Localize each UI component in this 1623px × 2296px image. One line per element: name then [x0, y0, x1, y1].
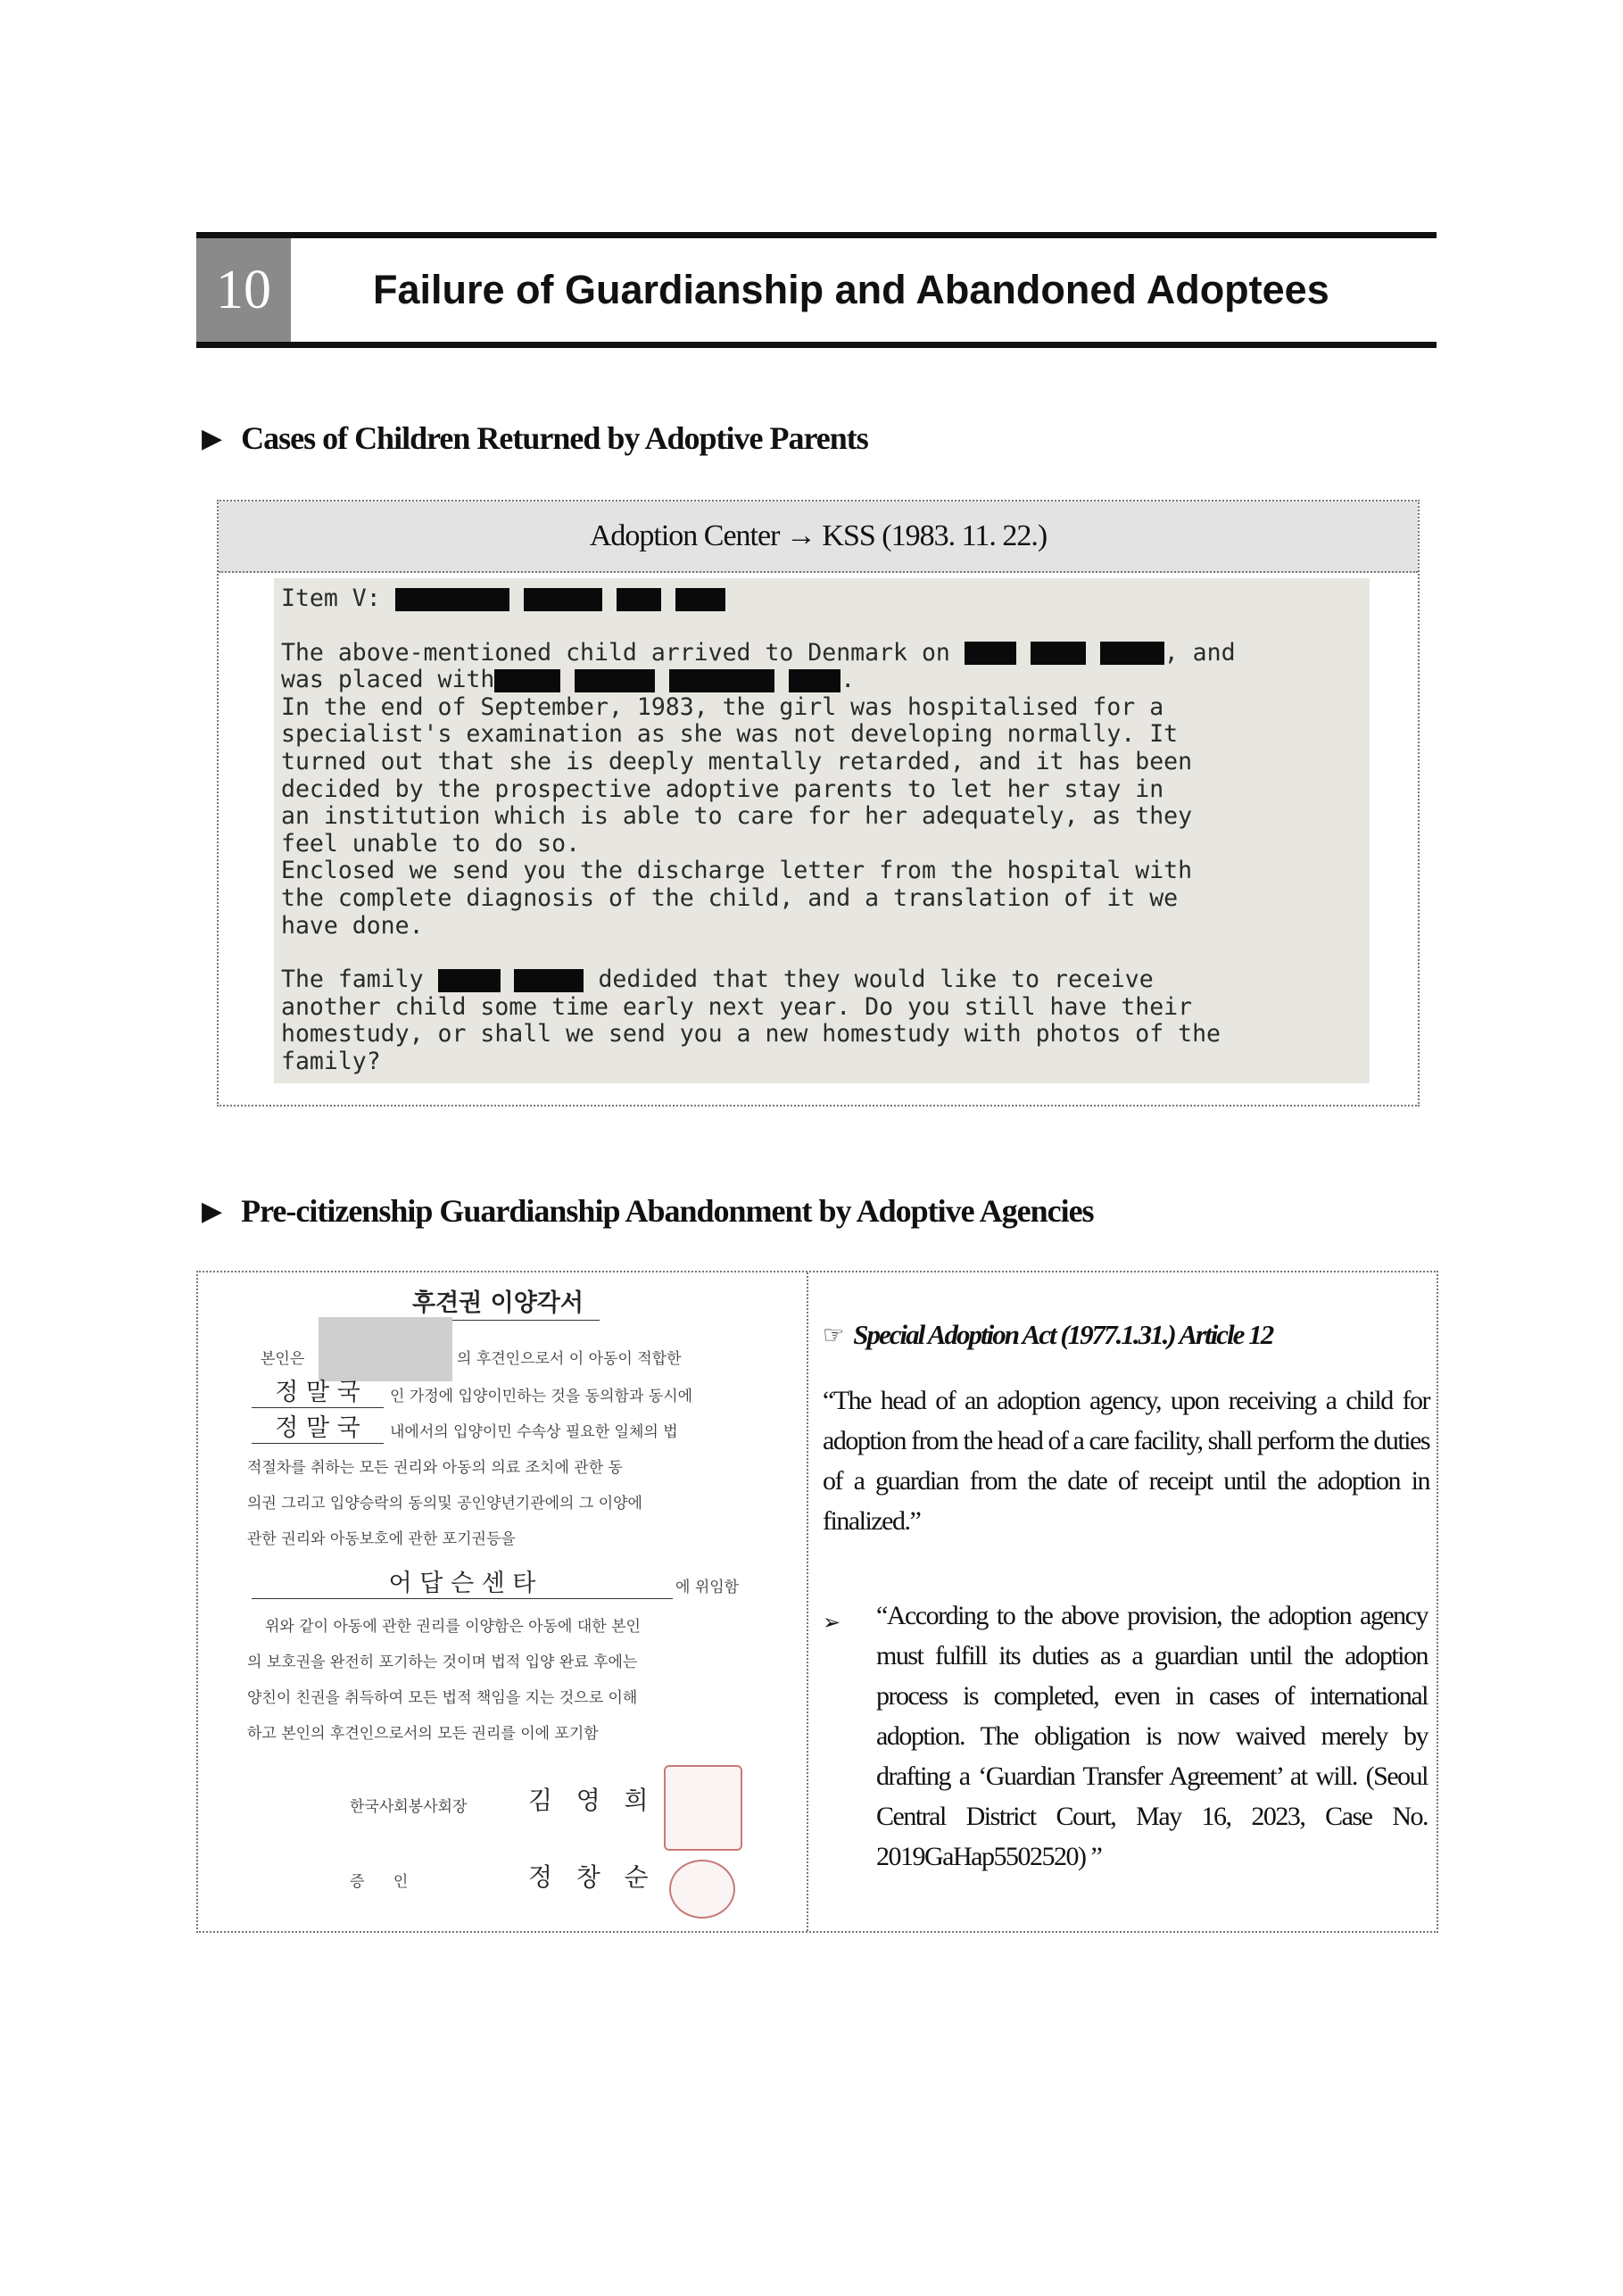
korean-doc-line: 에 위임함	[675, 1579, 740, 1596]
korean-doc-line: 적절차를 취하는 모든 권리와 아동의 의료 조치에 관한 동	[247, 1459, 623, 1477]
letter-line: The family dedided that they would like to receive	[281, 966, 1154, 994]
section-heading-guardianship-abandonment	[202, 1192, 1094, 1230]
letter-line: an institution which is able to care for her adequately, as they	[281, 802, 1193, 831]
korean-doc-line: 인 가정에 입양이민하는 것을 동의함과 동시에	[390, 1388, 693, 1405]
korean-doc-line: 양친이 친권을 취득하여 모든 법적 책임을 지는 것으로 이해	[247, 1689, 638, 1707]
section-heading-text: Cases of Children Returned by Adoptive Parents	[241, 420, 868, 456]
korean-doc-title: 후견권 이양각서	[396, 1283, 600, 1321]
country-field: 정 말 국	[252, 1408, 384, 1444]
court-ruling-note: “According to the above provision, the adoption agency must fulfill its duties as a guardian until the adoption process is completed, even in cases of international adoption. The obligation is now waived merely by drafting a ‘Guardian Transfer Agreement’ at will. (Seoul Central District Court, May 16, 2023, Case No. 2019GaHap5502520) ”	[876, 1601, 1428, 1871]
witness-seal-stamp	[669, 1860, 735, 1919]
korean-doc-line: 위와 같이 아동에 관한 권리를 이양함은 아동에 대한 본인	[265, 1618, 641, 1636]
korean-doc-line: 의 보호권을 완전히 포기하는 것이며 법적 입양 완료 후에는	[247, 1654, 638, 1671]
signatory-role: 한국사회봉사회장	[350, 1798, 468, 1816]
guardianship-transfer-document	[198, 1272, 808, 1931]
play-triangle-icon: ▶	[202, 1195, 222, 1227]
letter-caption: Adoption Center → KSS (1983. 11. 22.)	[219, 501, 1418, 573]
letter-line: decided by the prospective adoptive parents to let her stay in	[281, 775, 1164, 803]
agency-field: 어 답 슨 센 타	[252, 1563, 673, 1599]
section-heading-text: Pre-citizenship Guardianship Abandonment by Adoptive Agencies	[241, 1193, 1094, 1229]
arrow-bullet-icon: ➢	[823, 1610, 841, 1635]
play-triangle-icon: ▶	[202, 422, 222, 454]
witness-name: 정 창 순	[528, 1862, 649, 1892]
korean-doc-line: 의 후견인으로서 이 아동이 적합한	[457, 1350, 682, 1368]
letter-line: feel unable to do so.	[281, 829, 581, 858]
pointing-hand-icon: ☞	[823, 1321, 843, 1349]
section-heading-returned-children	[202, 419, 868, 457]
korean-doc-line: 하고 본인의 후견인으로서의 모든 권리를 이에 포기함	[247, 1725, 599, 1743]
chapter-title: Failure of Guardianship and Abandoned Adoptees	[373, 267, 1329, 312]
letter-line: have done.	[281, 911, 424, 940]
letter-line: turned out that she is deeply mentally retarded, and it has been	[281, 747, 1193, 775]
letter-line: family?	[281, 1047, 381, 1075]
witness-role: 증 인	[350, 1873, 409, 1891]
letter-line: In the end of September, 1983, the girl was hospitalised for a	[281, 692, 1164, 721]
act-reference-text: Special Adoption Act (1977.1.31.) Article 12	[853, 1319, 1273, 1350]
korean-doc-line: 의권 그리고 입양승락의 동의및 공인양년기관에의 그 이양에	[247, 1495, 642, 1513]
letter-line: was placed with .	[281, 666, 856, 694]
letter-line: homestudy, or shall we send you a new homestudy with photos of the	[281, 1020, 1221, 1049]
act-reference	[823, 1319, 1272, 1351]
letter-line: Item V:	[281, 585, 1361, 613]
letter-line: Enclosed we send you the discharge letter from the hospital with	[281, 857, 1193, 885]
letter-spacer	[281, 940, 1361, 966]
korean-doc-line: 내에서의 입양이민 수속상 필요한 일체의 법	[390, 1423, 678, 1441]
guardianship-table	[196, 1271, 1438, 1933]
letter-line: specialist's examination as she was not developing normally. It	[281, 720, 1179, 749]
letter-line	[281, 613, 1361, 640]
act-quote: “The head of an adoption agency, upon receiving a child for adoption from the head of a care facility, shall perform the duties of a guardian from the date of receipt until the adoption in finalized.”	[823, 1386, 1429, 1536]
korean-doc-line: 관한 권리와 아동보호에 관한 포기권등을	[247, 1530, 516, 1548]
signatory-name: 김 영 희	[528, 1786, 649, 1815]
letter-figure	[217, 500, 1420, 1107]
korean-doc-line: 본인은	[261, 1350, 305, 1368]
country-field: 정 말 국	[252, 1372, 384, 1408]
letter-line: another child some time early next year. Do you still have their	[281, 992, 1193, 1021]
letter-line: The above-mentioned child arrived to Denmark on , and	[281, 638, 1236, 667]
letter-line: the complete diagnosis of the child, and a translation of it we	[281, 883, 1179, 912]
chapter-header	[196, 232, 1437, 348]
chapter-number: 10	[196, 238, 291, 342]
scanned-letter	[274, 578, 1370, 1083]
official-seal-stamp	[664, 1765, 742, 1851]
legal-commentary	[810, 1272, 1437, 1931]
